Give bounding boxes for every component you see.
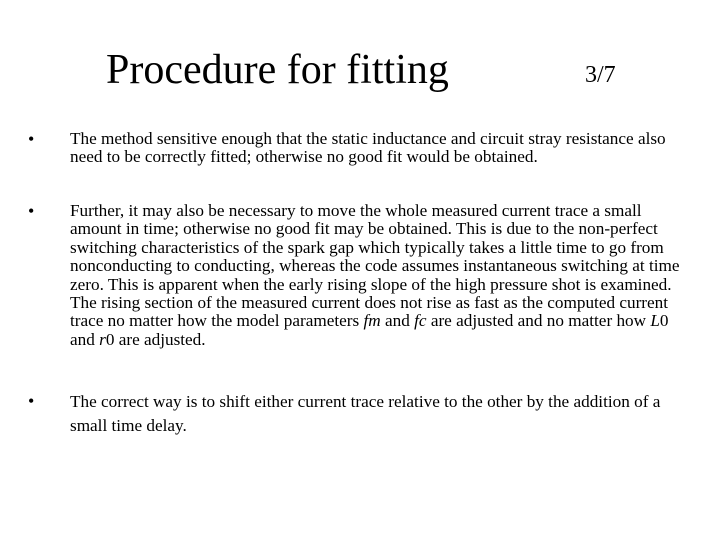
param-l0-index: 0: [659, 311, 669, 331]
bullet-text-segment: are adjusted.: [114, 329, 206, 349]
bullet-text: The correct way is to shift either current trace relative to the other by the addition of a small time delay.: [70, 392, 661, 435]
param-fm: fm: [363, 311, 381, 331]
param-l0-symbol: L: [650, 311, 660, 331]
slide-title: Procedure for fitting: [106, 47, 449, 93]
param-r0-symbol: r: [99, 329, 106, 349]
param-r0-index: 0: [105, 329, 115, 349]
param-fc: fc: [414, 311, 427, 331]
bullet-icon: •: [28, 129, 35, 149]
bullet-text-segment: and: [380, 311, 415, 331]
bullet-icon: •: [28, 201, 35, 221]
bullet-text-segment: are adjusted and no matter how: [426, 311, 651, 331]
bullet-icon: •: [28, 391, 35, 411]
page-indicator: 3/7: [585, 62, 616, 88]
bullet-text: [70, 202, 682, 349]
bullet-text-segment: Further, it may also be necessary to move the whole measured current trace a small amount in time; otherwise no good fit may be obtained. This is due to the non-perfect switching characteristics of the spark gap which typically takes a little time to go from nonconducting to conducting, whereas the code assumes instantaneous switching at time zero. This is apparent when the early rising slope of the high pressure shot is examined. The rising section of the measured current does not rise as fast as the computed current trace no matter how the model parameters: [70, 201, 680, 331]
bullet-text-segment: and: [70, 329, 100, 349]
bullet-text: The method sensitive enough that the static inductance and circuit stray resistance also need to be correctly fitted; otherwise no good fit would be obtained.: [70, 129, 666, 167]
